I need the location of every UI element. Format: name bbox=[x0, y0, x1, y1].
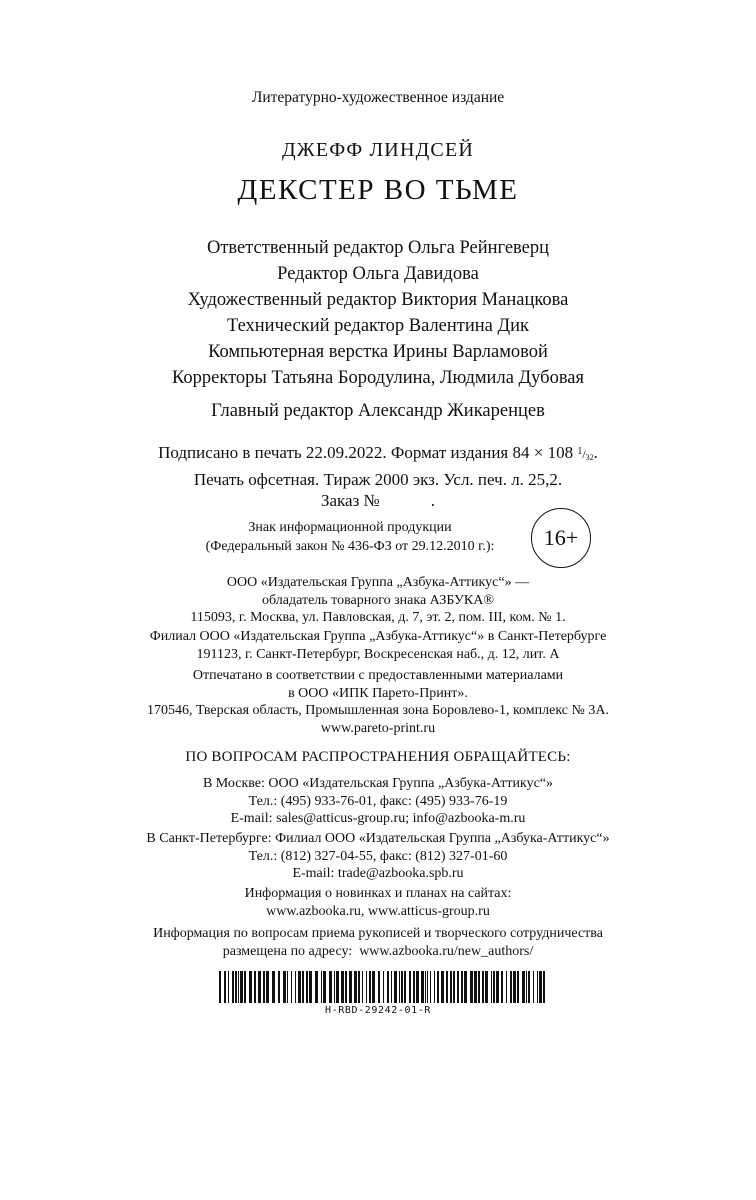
barcode-bar bbox=[263, 971, 265, 1003]
printer-website: www.pareto-print.ru bbox=[320, 720, 436, 736]
barcode-bar bbox=[240, 971, 243, 1003]
barcode-bar bbox=[358, 971, 360, 1003]
barcode-bar bbox=[482, 971, 484, 1003]
moscow-contacts: В Москве: ООО «Издательская Группа „Азбука-Аттикус“» Тел.: (495) 933-76-01, факс: (495) 933-76-19 E-mail: sales@atticus-group.ru; info@azbooka-m.ru bbox=[202, 776, 554, 826]
barcode-bar bbox=[366, 971, 367, 1003]
barcode-bar bbox=[235, 971, 237, 1003]
barcode-bar bbox=[378, 971, 380, 1003]
sales-heading: ПО ВОПРОСАМ РАСПРОСТРАНЕНИЯ ОБРАЩАЙТЕСЬ: bbox=[185, 749, 571, 765]
barcode-bar bbox=[478, 971, 480, 1003]
barcode-bar bbox=[510, 971, 512, 1003]
barcode-bar bbox=[430, 971, 431, 1003]
barcode-bar bbox=[391, 971, 392, 1003]
barcode-bar bbox=[464, 971, 467, 1003]
barcode-bar bbox=[369, 971, 371, 1003]
websites-info: Информация о новинках и планах на сайтах: www.azbooka.ru, www.atticus-group.ru bbox=[244, 886, 512, 919]
printer-block: Отпечатано в соответствии с предоставленными материалами в ООО «ИПК Парето-Принт». 170546, Тверская область, Промышленная зона Боровлево-1, комплекс № 3А. www.pareto-print.ru bbox=[0, 667, 756, 737]
barcode-bar bbox=[485, 971, 488, 1003]
publisher-block: ООО «Издательская Группа „Азбука-Аттикус“» — обладатель товарного знака АЗБУКА® 115093, г. Москва, ул. Павловская, д. 7, эт. 2, пом. III, ком. № 1. bbox=[190, 575, 566, 625]
barcode-bar bbox=[446, 971, 448, 1003]
barcode-bar bbox=[501, 971, 503, 1003]
barcode-number: H-RBD-29242-01-R bbox=[325, 1005, 431, 1016]
barcode-bar bbox=[298, 971, 301, 1003]
barcode-bar bbox=[329, 971, 332, 1003]
barcode-bar bbox=[383, 971, 384, 1003]
print-format: Подписано в печать 22.09.2022. Формат издания 84 × 108 bbox=[158, 443, 574, 462]
barcode-bar bbox=[457, 971, 459, 1003]
barcode-bar bbox=[470, 971, 473, 1003]
barcode-bar bbox=[413, 971, 415, 1003]
barcode-bar bbox=[513, 971, 516, 1003]
print-info bbox=[0, 441, 756, 512]
barcode-bar bbox=[306, 971, 308, 1003]
barcode-bar bbox=[278, 971, 280, 1003]
barcode-bar bbox=[441, 971, 444, 1003]
barcode-bar bbox=[491, 971, 492, 1003]
barcode-bar bbox=[496, 971, 499, 1003]
chief-editor: Главный редактор Александр Жикаренцев bbox=[211, 401, 545, 421]
barcode-bar bbox=[533, 971, 534, 1003]
barcode-bar bbox=[291, 971, 292, 1003]
barcode-bar bbox=[362, 971, 363, 1003]
barcode-bar bbox=[453, 971, 455, 1003]
barcode-bar bbox=[354, 971, 357, 1003]
credit-line: Компьютерная верстка Ирины Варламовой bbox=[208, 342, 548, 362]
barcode-bar bbox=[272, 971, 275, 1003]
barcode-bar bbox=[416, 971, 419, 1003]
order-number: Заказ № . bbox=[320, 491, 436, 510]
barcode-bar bbox=[450, 971, 452, 1003]
barcode-bar bbox=[543, 971, 545, 1003]
branch-block: Филиал ООО «Издательская Группа „Азбука-Аттикус“» в Санкт-Петербурге 191123, г. Санкт-Петербург, Воскресенская наб., д. 12, лит. А bbox=[149, 629, 607, 662]
barcode-bar bbox=[283, 971, 286, 1003]
credit-line: Ответственный редактор Ольга Рейнгеверц bbox=[206, 238, 550, 258]
credit-line: Редактор Ольга Давидова bbox=[277, 264, 479, 284]
book-title: ДЕКСТЕР ВО ТЬМЕ bbox=[237, 174, 519, 206]
barcode-bar bbox=[224, 971, 226, 1003]
barcode-bar bbox=[334, 971, 335, 1003]
barcode-bar bbox=[249, 971, 252, 1003]
barcode-bar bbox=[404, 971, 406, 1003]
age-rating-badge: 16+ bbox=[531, 508, 591, 568]
barcode-bar bbox=[323, 971, 326, 1003]
credit-line: Художественный редактор Виктория Манацкова bbox=[187, 290, 569, 310]
authors-info: Информация по вопросам приема рукописей и творческого сотрудничества размещена по адресу: www.azbooka.ru/new_authors/ bbox=[153, 926, 603, 959]
barcode-bar bbox=[425, 971, 426, 1003]
barcode-bar bbox=[349, 971, 352, 1003]
barcode-bar bbox=[266, 971, 269, 1003]
barcode-bar bbox=[219, 971, 221, 1003]
barcode-bar bbox=[474, 971, 477, 1003]
barcode-bar bbox=[315, 971, 318, 1003]
barcode-bar bbox=[302, 971, 304, 1003]
barcode-bar bbox=[522, 971, 525, 1003]
barcode-bar bbox=[399, 971, 400, 1003]
barcode-bar bbox=[228, 971, 229, 1003]
barcode-bar bbox=[427, 971, 428, 1003]
barcode-bar bbox=[287, 971, 288, 1003]
format-fraction: $^1/_{32}$ bbox=[577, 446, 594, 462]
credit-line: Технический редактор Валентина Дик bbox=[226, 316, 530, 336]
barcode-bar bbox=[434, 971, 435, 1003]
barcode-bar bbox=[295, 971, 296, 1003]
barcode-bar bbox=[387, 971, 389, 1003]
barcode-bar bbox=[493, 971, 495, 1003]
genre-line: Литературно-художественное издание bbox=[251, 89, 505, 106]
barcode-bar bbox=[528, 971, 530, 1003]
barcode-bar bbox=[336, 971, 339, 1003]
barcode-bar bbox=[254, 971, 256, 1003]
barcode-bar bbox=[539, 971, 542, 1003]
print-line-2: Печать офсетная. Тираж 2000 экз. Усл. печ. л. 25,2. bbox=[193, 469, 563, 489]
barcode-bar bbox=[461, 971, 463, 1003]
barcode-bar bbox=[517, 971, 519, 1003]
credit-line: Корректоры Татьяна Бородулина, Людмила Дубовая bbox=[171, 368, 585, 388]
info-sign-text: Знак информационной продукции (Федеральный закон № 436-ФЗ от 29.12.2010 г.): bbox=[205, 520, 495, 554]
spb-contacts: В Санкт-Петербурге: Филиал ООО «Издательская Группа „Азбука-Аттикус“» Тел.: (812) 327-04-55, факс: (812) 327-01-60 E-mail: trade@azbooka.spb.ru bbox=[146, 831, 610, 881]
barcode-bar bbox=[537, 971, 538, 1003]
barcode-bar bbox=[526, 971, 527, 1003]
barcode-bar bbox=[437, 971, 439, 1003]
author-name: ДЖЕФФ ЛИНДСЕЙ bbox=[281, 139, 475, 161]
barcode-bar bbox=[421, 971, 424, 1003]
barcode-bar bbox=[309, 971, 312, 1003]
barcode-bar bbox=[244, 971, 246, 1003]
barcode bbox=[219, 971, 549, 1003]
barcode-bar bbox=[409, 971, 411, 1003]
print-line-1: Подписано в печать 22.09.2022. Формат издания 84 × 108 $^1/_{32}$. bbox=[158, 443, 598, 462]
barcode-bar bbox=[341, 971, 344, 1003]
barcode-bar bbox=[238, 971, 239, 1003]
barcode-bar bbox=[394, 971, 397, 1003]
credits-block bbox=[0, 235, 756, 391]
barcode-bar bbox=[401, 971, 403, 1003]
barcode-bar bbox=[372, 971, 375, 1003]
barcode-bar bbox=[321, 971, 322, 1003]
barcode-bar bbox=[232, 971, 234, 1003]
barcode-bar bbox=[506, 971, 507, 1003]
barcode-bar bbox=[345, 971, 347, 1003]
barcode-bar bbox=[258, 971, 261, 1003]
